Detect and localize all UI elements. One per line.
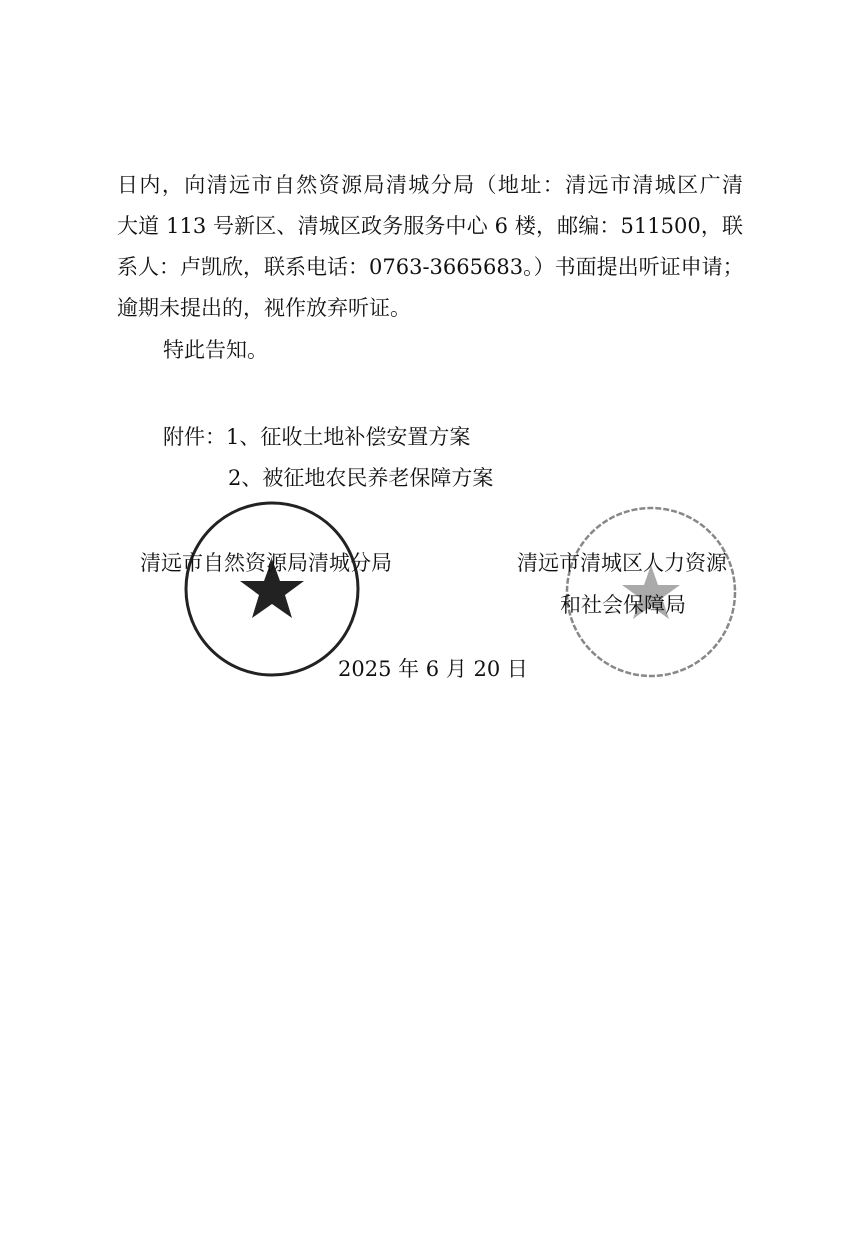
attachment-1: 附件：1、征收土地补偿安置方案	[163, 425, 471, 449]
signature-right-line1: 清远市清城区人力资源	[517, 551, 727, 575]
body-line-2: 大道 113 号新区、清城区政务服务中心 6 楼，邮编：511500，联	[117, 214, 743, 238]
official-seal-right	[562, 503, 740, 681]
document-date: 2025 年 6 月 20 日	[338, 657, 528, 681]
closing-text: 特此告知。	[163, 338, 268, 362]
signature-left: 清远市自然资源局清城分局	[140, 551, 392, 575]
body-line-1: 日内，向清远市自然资源局清城分局（地址：清远市清城区广清	[117, 173, 743, 197]
official-seal-left	[180, 497, 364, 681]
signature-right-line2: 和社会保障局	[560, 593, 686, 617]
body-line-4: 逾期未提出的，视作放弃听证。	[117, 296, 411, 320]
attachment-2: 2、被征地农民养老保障方案	[228, 466, 494, 490]
body-line-3: 系人：卢凯欣，联系电话：0763-3665683。）书面提出听证申请；	[117, 255, 744, 279]
